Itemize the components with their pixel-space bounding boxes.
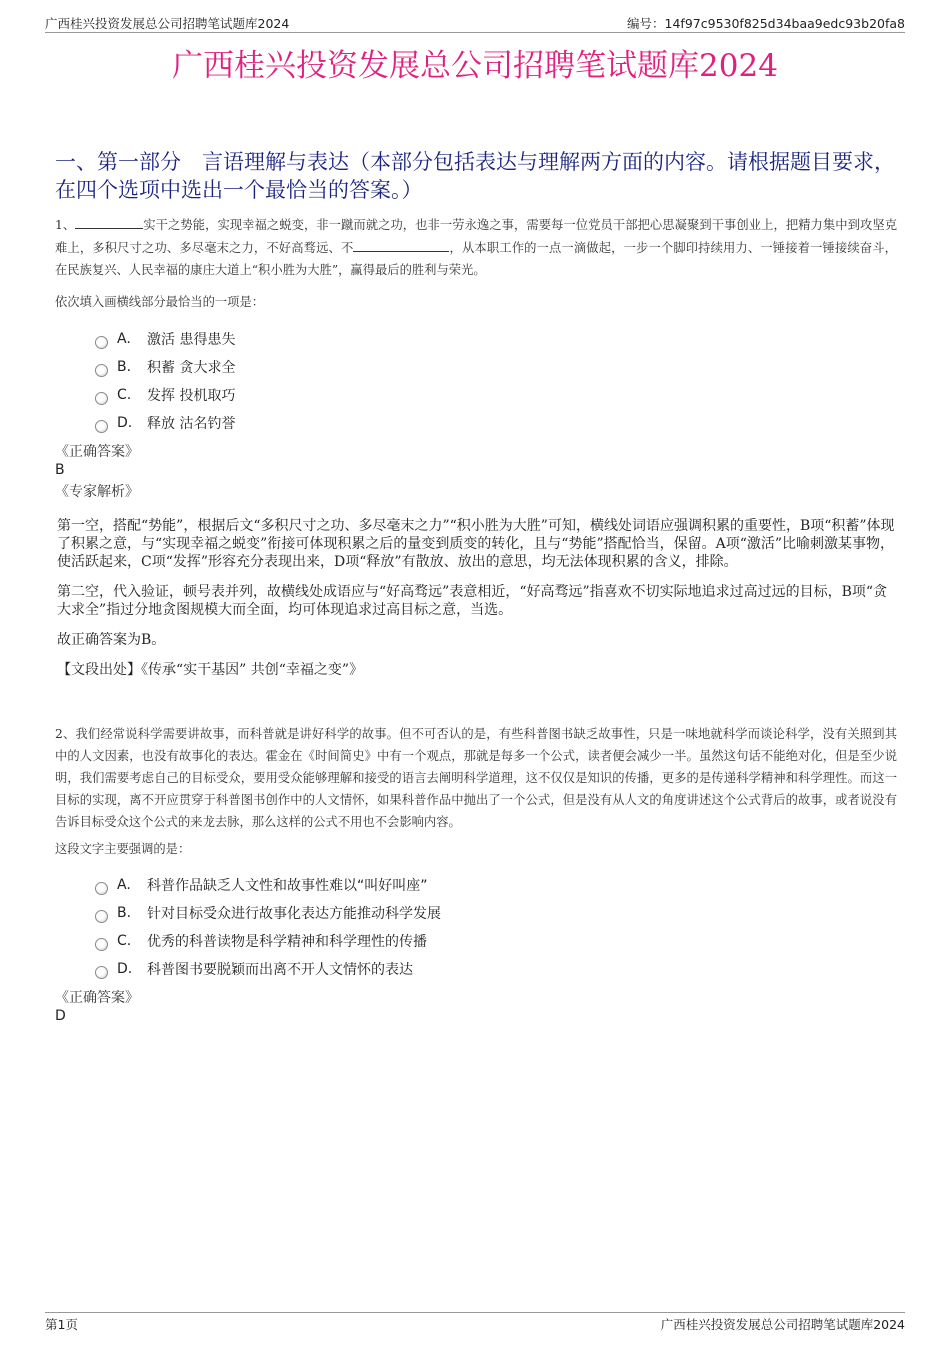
option-text: 激活 患得患失: [147, 332, 236, 348]
answer-label: 《正确答案》: [55, 444, 139, 460]
header-serial: 编号：14f97c9530f825d34baa9edc93b20fa8: [627, 16, 905, 31]
radio-icon[interactable]: [95, 392, 108, 405]
blank-1: [75, 216, 143, 229]
option-b[interactable]: [95, 353, 235, 381]
option-text: 释放 沽名钓誉: [147, 416, 236, 432]
option-letter: C.: [117, 387, 132, 403]
page-header: [45, 14, 905, 33]
option-letter: C.: [117, 933, 132, 949]
question-text-part: 实干之势能，实现幸福之蜕变，非一蹴而就之功，也非一劳永逸之事，需要每一位党员干部把心思凝聚到干事创业上，把精力集中到攻坚克难上，多积尺寸之功、多尽毫末之力，不好高骛远、不: [55, 218, 897, 255]
option-letter: A.: [117, 877, 131, 893]
option-letter: D.: [117, 415, 133, 431]
option-d[interactable]: [95, 955, 441, 983]
radio-icon[interactable]: [95, 938, 108, 951]
option-text: 优秀的科普读物是科学精神和科学理性的传播: [147, 934, 427, 950]
radio-icon[interactable]: [95, 966, 108, 979]
option-text: 发挥 投机取巧: [147, 388, 236, 404]
option-c[interactable]: [95, 927, 441, 955]
option-letter: D.: [117, 961, 133, 977]
answer-label: 《正确答案》: [55, 990, 139, 1006]
option-text: 针对目标受众进行故事化表达方能推动科学发展: [147, 906, 441, 922]
option-a[interactable]: [95, 871, 441, 899]
option-d[interactable]: [95, 409, 235, 437]
header-title: 广西桂兴投资发展总公司招聘笔试题库2024: [45, 16, 290, 31]
option-letter: B.: [117, 359, 132, 375]
radio-icon[interactable]: [95, 882, 108, 895]
option-text: 科普作品缺乏人文性和故事性难以“叫好叫座”: [147, 878, 428, 894]
analysis-paragraph: 故正确答案为B。: [57, 632, 166, 648]
question-1-text: [55, 214, 897, 282]
question-number: 1、: [55, 218, 76, 232]
answer-value: B: [55, 462, 65, 478]
option-text: 积蓄 贪大求全: [147, 360, 236, 376]
section-heading: 一、第一部分 言语理解与表达（本部分包括表达与理解两方面的内容。请根据题目要求，在四个选项中选出一个最恰当的答案。）: [55, 150, 895, 202]
answer-value: D: [55, 1008, 66, 1024]
question-2-prompt: 这段文字主要强调的是：: [55, 842, 191, 856]
option-letter: B.: [117, 905, 132, 921]
footer-title: 广西桂兴投资发展总公司招聘笔试题库2024: [660, 1317, 905, 1332]
analysis-label: 《专家解析》: [55, 484, 139, 500]
blank-2: [353, 239, 449, 252]
option-text: 科普图书要脱颖而出离不开人文情怀的表达: [147, 962, 413, 978]
question-1-prompt: 依次填入画横线部分最恰当的一项是：: [55, 295, 265, 309]
expert-analysis: [57, 517, 895, 691]
radio-icon[interactable]: [95, 910, 108, 923]
page-footer: [45, 1312, 905, 1333]
radio-icon[interactable]: [95, 336, 108, 349]
analysis-paragraph: 第二空，代入验证，顿号表并列，故横线处成语应与“好高骛远”表意相近，“好高骛远”指喜欢不切实际地追求过高过远的目标，B项“贪大求全”指过分地贪图规模大而全面，均可体现追求过高目标之意，当选。: [57, 584, 888, 618]
option-b[interactable]: [95, 899, 441, 927]
radio-icon[interactable]: [95, 364, 108, 377]
question-2-text: 2、我们经常说科学需要讲故事，而科普就是讲好科学的故事。但不可否认的是，有些科普图书缺乏故事性，只是一味地就科学而谈论科学，没有关照到其中的人文因素，也没有故事化的表达。霍金在《时间简史》中有一个观点，那就是每多一个公式，读者便会减少一半。虽然这句话不能绝对化，但是至少说明，我们需要考虑自己的目标受众，要用受众能够理解和接受的语言去阐明科学道理，这不仅仅是知识的传播，更多的是传递科学精神和科学理性。而这一目标的实现，离不开应贯穿于科普图书创作中的人文情怀，如果科普作品中抛出了一个公式，但是没有从人文的角度讲述这个公式背后的故事，或者说没有告诉目标受众这个公式的来龙去脉，那么这样的公式不用也不会影响内容。: [55, 727, 897, 829]
option-letter: A.: [117, 331, 131, 347]
document-title: 广西桂兴投资发展总公司招聘笔试题库2024: [172, 48, 778, 84]
option-c[interactable]: [95, 381, 235, 409]
analysis-paragraph: 第一空，搭配“势能”，根据后文“多积尺寸之功、多尽毫末之力”“积小胜为大胜”可知，横线处词语应强调积累的重要性，B项“积蓄”体现了积累之意，与“实现幸福之蜕变”衔接可体现积累之后的量变到质变的转化，且与“势能”搭配恰当，保留。A项“激活”比喻刺激某事物，使活跃起来，C项“发挥”形容充分表现出来，D项“释放”有散放、放出的意思，均无法体现积累的含义，排除。: [57, 518, 895, 570]
page-number: 第1页: [45, 1317, 78, 1332]
source-citation: 【文段出处】《传承“实干基因” 共创“幸福之变”》: [57, 662, 364, 678]
option-a[interactable]: [95, 325, 235, 353]
question-2-options: [95, 871, 441, 983]
question-text-part: ，从本职工作的一点一滴做起，一步一个脚印持续用力、一锤接着一锤接续奋斗，在民族复兴、人民幸福的康庄大道上“积小胜为大胜”，赢得最后的胜利与荣光。: [55, 240, 897, 277]
question-1-options: [95, 325, 235, 437]
radio-icon[interactable]: [95, 420, 108, 433]
